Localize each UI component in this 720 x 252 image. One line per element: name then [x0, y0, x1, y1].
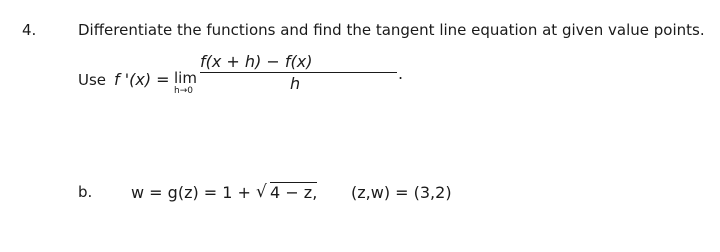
- part-b-label: b.: [78, 183, 93, 201]
- part-b-function: [131, 183, 317, 202]
- fraction-numerator: f(x + h) − f(x): [200, 52, 313, 71]
- fraction-denominator: h: [290, 74, 301, 93]
- function-lhs: w = g(z) = 1 +: [131, 183, 251, 202]
- radical-sign-icon: √: [256, 182, 267, 202]
- sentence-period: .: [398, 64, 404, 83]
- fraction-bar: [200, 72, 397, 73]
- problem-number: 4.: [22, 21, 37, 39]
- limit-word: lim: [174, 69, 197, 87]
- derivative-lhs: f '(x) =: [114, 70, 170, 89]
- use-label: Use: [78, 71, 107, 89]
- radicand: 4 − z,: [270, 183, 318, 202]
- problem-instruction: Differentiate the functions and find the tangent line equation at given value points.: [78, 21, 705, 39]
- square-root: [256, 183, 317, 202]
- limit-subscript: h→0: [174, 86, 193, 96]
- part-b-point: (z,w) = (3,2): [351, 183, 452, 202]
